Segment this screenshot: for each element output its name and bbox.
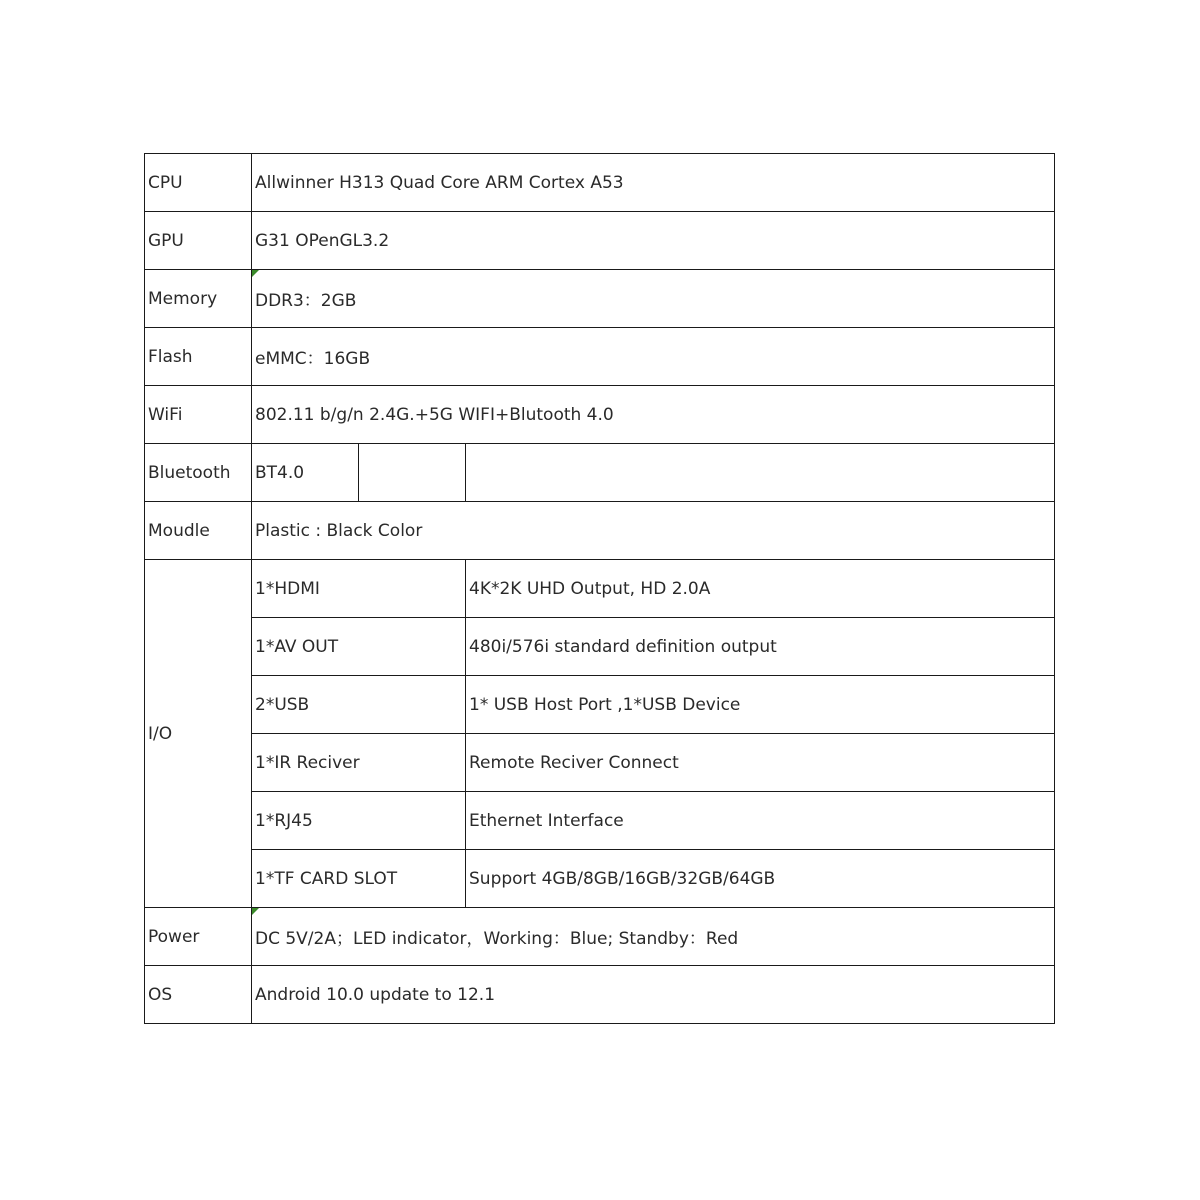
row-power bbox=[145, 908, 1055, 966]
label-gpu: GPU bbox=[145, 212, 252, 270]
specifications-table bbox=[144, 153, 1055, 1024]
label-bluetooth: Bluetooth bbox=[145, 444, 252, 502]
label-os: OS bbox=[145, 966, 252, 1024]
label-power: Power bbox=[145, 908, 252, 966]
row-io-av bbox=[145, 618, 1055, 676]
label-moudle: Moudle bbox=[145, 502, 252, 560]
io-desc: Support 4GB/8GB/16GB/32GB/64GB bbox=[466, 850, 1055, 908]
row-bluetooth bbox=[145, 444, 1055, 502]
value-os: Android 10.0 update to 12.1 bbox=[252, 966, 1055, 1024]
value-cpu: Allwinner H313 Quad Core ARM Cortex A53 bbox=[252, 154, 1055, 212]
io-desc: 1* USB Host Port ,1*USB Device bbox=[466, 676, 1055, 734]
row-wifi bbox=[145, 386, 1055, 444]
io-desc: Ethernet Interface bbox=[466, 792, 1055, 850]
empty-cell bbox=[359, 444, 466, 502]
label-flash: Flash bbox=[145, 328, 252, 386]
row-moudle bbox=[145, 502, 1055, 560]
value-wifi: 802.11 b/g/n 2.4G.+5G WIFI+Blutooth 4.0 bbox=[252, 386, 1055, 444]
io-port: 2*USB bbox=[252, 676, 466, 734]
row-cpu bbox=[145, 154, 1055, 212]
io-port: 1*RJ45 bbox=[252, 792, 466, 850]
row-os bbox=[145, 966, 1055, 1024]
io-desc: 4K*2K UHD Output, HD 2.0A bbox=[466, 560, 1055, 618]
row-io-tf bbox=[145, 850, 1055, 908]
io-port: 1*TF CARD SLOT bbox=[252, 850, 466, 908]
value-flash: eMMC：16GB bbox=[252, 328, 1055, 386]
row-gpu bbox=[145, 212, 1055, 270]
io-desc: Remote Reciver Connect bbox=[466, 734, 1055, 792]
row-io-ir bbox=[145, 734, 1055, 792]
row-flash bbox=[145, 328, 1055, 386]
label-io: I/O bbox=[145, 560, 252, 908]
spec-sheet bbox=[144, 153, 1054, 1024]
value-gpu: G31 OPenGL3.2 bbox=[252, 212, 1055, 270]
row-io-hdmi bbox=[145, 560, 1055, 618]
empty-cell bbox=[466, 444, 1055, 502]
row-io-rj45 bbox=[145, 792, 1055, 850]
row-io-usb bbox=[145, 676, 1055, 734]
value-power: DC 5V/2A；LED indicator，Working：Blue; Standby：Red bbox=[252, 908, 1055, 966]
value-memory: DDR3：2GB bbox=[252, 270, 1055, 328]
label-memory: Memory bbox=[145, 270, 252, 328]
label-cpu: CPU bbox=[145, 154, 252, 212]
value-moudle: Plastic : Black Color bbox=[252, 502, 1055, 560]
value-bluetooth: BT4.0 bbox=[252, 444, 359, 502]
io-port: 1*AV OUT bbox=[252, 618, 466, 676]
label-wifi: WiFi bbox=[145, 386, 252, 444]
io-desc: 480i/576i standard definition output bbox=[466, 618, 1055, 676]
io-port: 1*IR Reciver bbox=[252, 734, 466, 792]
io-port: 1*HDMI bbox=[252, 560, 466, 618]
row-memory bbox=[145, 270, 1055, 328]
